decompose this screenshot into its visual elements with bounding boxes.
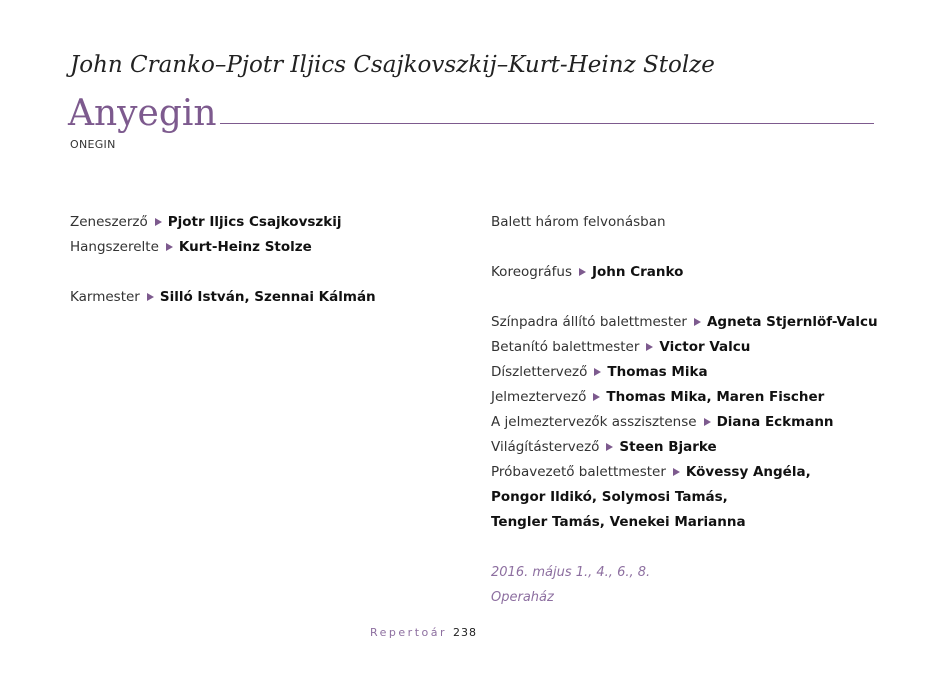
- credit-value: Silló István, Szennai Kálmán: [159, 289, 376, 305]
- credit-value: John Cranko: [592, 264, 684, 280]
- triangle-right-icon: [593, 393, 600, 401]
- credit-label: Betanító balettmester: [491, 339, 640, 355]
- triangle-right-icon: [166, 243, 173, 251]
- triangle-right-icon: [606, 443, 613, 451]
- credit-value: Diana Eckmann: [716, 414, 834, 430]
- triangle-right-icon: [704, 418, 711, 426]
- spacer: [70, 260, 470, 285]
- footer-section: Repertoár: [370, 626, 447, 639]
- performance-dates: 2016. május 1., 4., 6., 8.: [491, 565, 651, 580]
- credit-label: Karmester: [70, 289, 140, 305]
- title-divider: [220, 123, 874, 124]
- credit-rehearsal-director: [491, 460, 921, 485]
- performance-venue: Operaház: [491, 590, 554, 605]
- credit-value: Thomas Mika, Maren Fischer: [606, 389, 825, 405]
- credit-label: Színpadra állító balettmester: [491, 314, 687, 330]
- spacer: [491, 235, 921, 260]
- triangle-right-icon: [694, 318, 701, 326]
- ballet-description: Balett három felvonásban: [491, 214, 666, 230]
- credit-composer: [70, 210, 470, 235]
- credit-choreographer: [491, 260, 921, 285]
- triangle-right-icon: [147, 293, 154, 301]
- credit-label: Világítástervező: [491, 439, 600, 455]
- credit-label: Koreográfus: [491, 264, 572, 280]
- credit-orchestration: [70, 235, 470, 260]
- credit-label: Zeneszerző: [70, 214, 148, 230]
- credit-value: Kövessy Angéla,: [685, 464, 811, 480]
- credit-label: Hangszerelte: [70, 239, 159, 255]
- credit-label: Jelmeztervező: [491, 389, 587, 405]
- credit-value: Steen Bjarke: [619, 439, 717, 455]
- credit-value: Thomas Mika: [607, 364, 708, 380]
- credit-label: A jelmeztervezők asszisztense: [491, 414, 697, 430]
- spacer: [491, 285, 921, 310]
- credit-costume-assistant: [491, 410, 921, 435]
- credit-rehearsal-ballet-master: [491, 335, 921, 360]
- credit-conductor: [70, 285, 470, 310]
- page-footer: [370, 626, 477, 639]
- credit-set-designer: [491, 360, 921, 385]
- page-title: Anyegin: [68, 93, 217, 134]
- original-title: ONEGIN: [70, 138, 116, 151]
- left-credits-column: [70, 210, 470, 310]
- title-row: [68, 92, 874, 138]
- authors-line: John Cranko–Pjotr Iljics Csajkovszkij–Kurt-Heinz Stolze: [70, 52, 715, 78]
- credit-lighting-designer: [491, 435, 921, 460]
- credit-label: Próbavezető balettmester: [491, 464, 666, 480]
- triangle-right-icon: [155, 218, 162, 226]
- spacer: [491, 535, 921, 560]
- credit-costume-designer: [491, 385, 921, 410]
- credit-continuation: Pongor Ildikó, Solymosi Tamás,: [491, 489, 728, 505]
- credit-value: Kurt-Heinz Stolze: [178, 239, 312, 255]
- credit-value: Pjotr Iljics Csajkovszkij: [167, 214, 342, 230]
- credit-label: Díszlettervező: [491, 364, 588, 380]
- credit-staging-ballet-master: [491, 310, 921, 335]
- triangle-right-icon: [673, 468, 680, 476]
- triangle-right-icon: [646, 343, 653, 351]
- credit-value: Victor Valcu: [659, 339, 751, 355]
- triangle-right-icon: [594, 368, 601, 376]
- credit-continuation: Tengler Tamás, Venekei Marianna: [491, 514, 746, 530]
- credit-value: Agneta Stjernlöf-Valcu: [706, 314, 878, 330]
- triangle-right-icon: [579, 268, 586, 276]
- page-number: 238: [453, 626, 477, 639]
- right-credits-column: [491, 210, 921, 610]
